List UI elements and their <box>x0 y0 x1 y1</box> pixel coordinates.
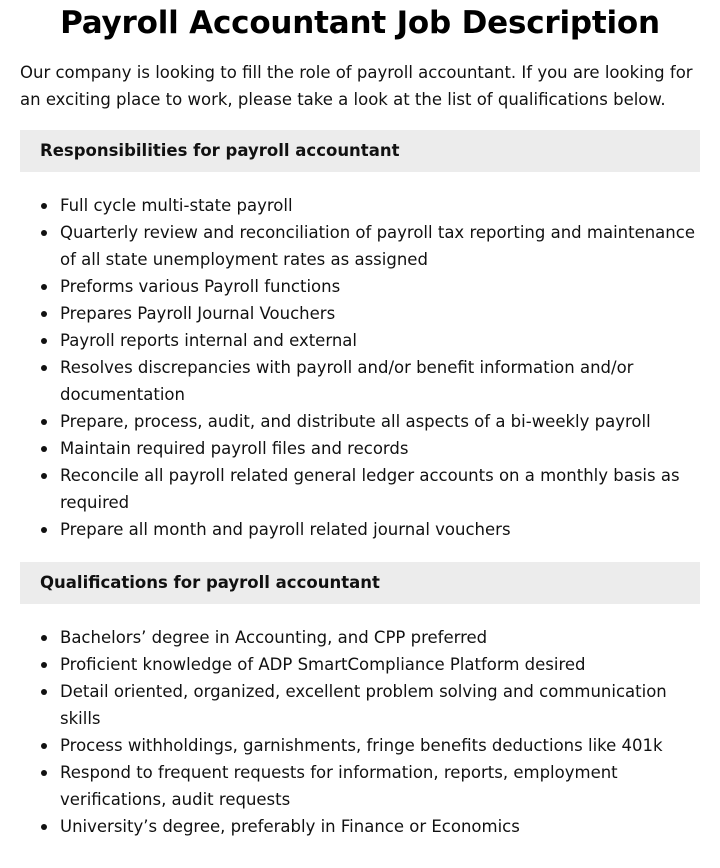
page-title: Payroll Accountant Job Description <box>60 5 660 41</box>
list-item-text: Detail oriented, organized, excellent problem solving and communication skills <box>60 682 667 728</box>
bullet-icon <box>41 338 47 344</box>
bullet-icon <box>41 446 47 452</box>
list-item <box>20 813 700 840</box>
list-item-text: Resolves discrepancies with payroll and/or benefit information and/or documentation <box>60 358 634 404</box>
responsibilities-list <box>20 192 700 543</box>
list-item-text: Respond to frequent requests for information, reports, employment verifications, audit requests <box>60 763 618 809</box>
bullet-icon <box>41 770 47 776</box>
list-item-text: Prepare, process, audit, and distribute all aspects of a bi-weekly payroll <box>60 412 651 431</box>
list-item-text: Quarterly review and reconciliation of payroll tax reporting and maintenance of all state unemployment rates as assigned <box>60 223 695 269</box>
list-item-text: Payroll reports internal and external <box>60 331 357 350</box>
bullet-icon <box>41 311 47 317</box>
responsibilities-heading: Responsibilities for payroll accountant <box>20 130 700 172</box>
list-item-text: Bachelors’ degree in Accounting, and CPP preferred <box>60 628 488 647</box>
list-item-text: Full cycle multi-state payroll <box>60 196 293 215</box>
bullet-icon <box>41 824 47 830</box>
qualifications-list <box>20 624 700 840</box>
bullet-icon <box>41 527 47 533</box>
bullet-icon <box>41 365 47 371</box>
list-item-text: Preforms various Payroll functions <box>60 277 341 296</box>
list-item <box>20 435 700 462</box>
list-item-text: Prepares Payroll Journal Vouchers <box>60 304 336 323</box>
list-item <box>20 516 700 543</box>
qualifications-heading: Qualifications for payroll accountant <box>20 562 700 604</box>
list-item <box>20 408 700 435</box>
list-item-text: Reconcile all payroll related general ledger accounts on a monthly basis as required <box>60 466 680 512</box>
list-item-text: Proficient knowledge of ADP SmartCompliance Platform desired <box>60 655 586 674</box>
list-item <box>20 624 700 651</box>
list-item <box>20 732 700 759</box>
list-item <box>20 651 700 678</box>
bullet-icon <box>41 473 47 479</box>
bullet-icon <box>41 743 47 749</box>
list-item <box>20 327 700 354</box>
list-item <box>20 462 700 516</box>
list-item-text: Process withholdings, garnishments, fringe benefits deductions like 401k <box>60 736 663 755</box>
list-item <box>20 759 700 813</box>
list-item <box>20 273 700 300</box>
bullet-icon <box>41 635 47 641</box>
bullet-icon <box>41 230 47 236</box>
list-item-text: Prepare all month and payroll related journal vouchers <box>60 520 511 539</box>
bullet-icon <box>41 284 47 290</box>
list-item <box>20 219 700 273</box>
list-item-text: Maintain required payroll files and records <box>60 439 409 458</box>
bullet-icon <box>41 419 47 425</box>
bullet-icon <box>41 662 47 668</box>
bullet-icon <box>41 203 47 209</box>
list-item <box>20 354 700 408</box>
bullet-icon <box>41 689 47 695</box>
list-item <box>20 678 700 732</box>
intro-paragraph: Our company is looking to fill the role of payroll accountant. If you are looking for an exciting place to work, please take a look at the list of qualifications below. <box>20 63 693 109</box>
list-item <box>20 192 700 219</box>
list-item-text: University’s degree, preferably in Finance or Economics <box>60 817 520 836</box>
list-item <box>20 300 700 327</box>
